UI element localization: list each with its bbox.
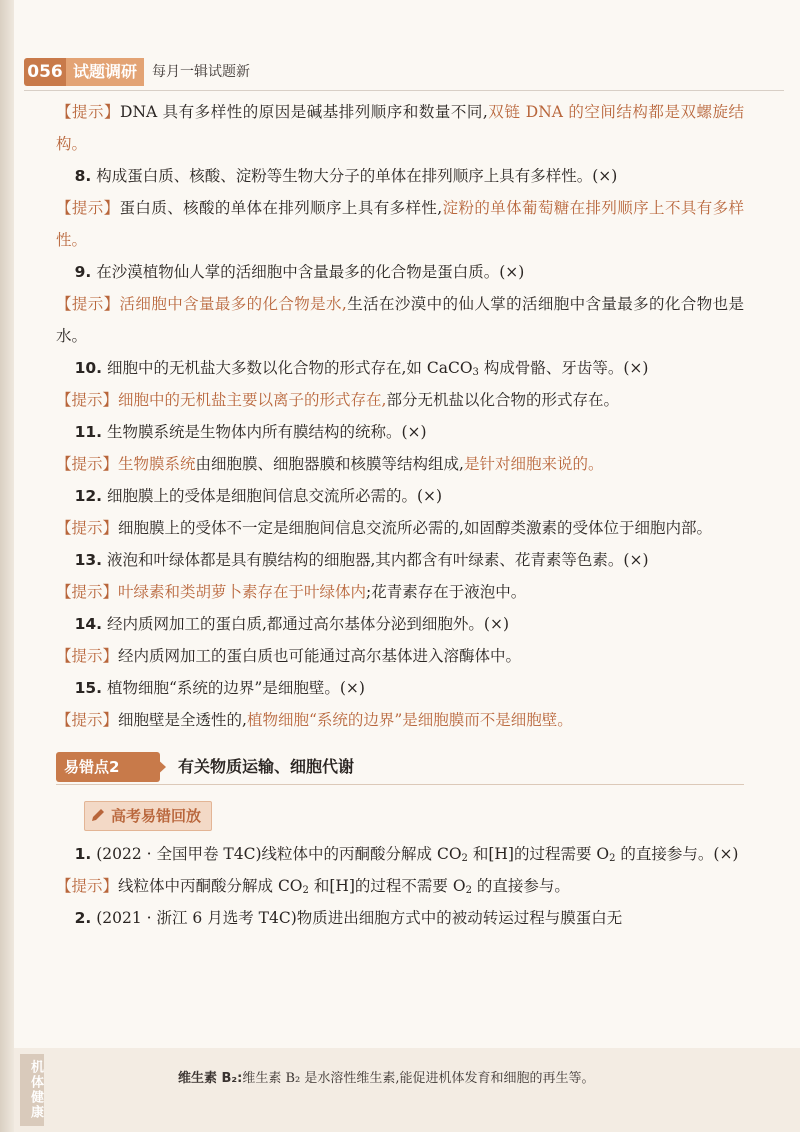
hint-tag: 【提示】 (56, 199, 120, 217)
text-run: ;花青素存在于液泡中。 (366, 583, 527, 601)
question-item (56, 672, 744, 704)
highlight-text: 叶绿素和类胡萝卜素存在于叶绿体内 (118, 583, 367, 601)
question-number: 15. (74, 679, 103, 697)
section-arrow-icon (154, 756, 166, 778)
question-item (56, 544, 744, 576)
text-run: 蛋白质、核酸的单体在排列顺序上具有多样性, (119, 199, 443, 217)
page-header (24, 58, 784, 86)
hint-tag: 【提示】 (56, 583, 119, 601)
question-number: 8. (74, 167, 92, 185)
subsection-badge (84, 801, 212, 831)
hint-paragraph (56, 512, 744, 544)
page-number: 056 (24, 58, 66, 86)
question-text: 细胞膜上的受体是细胞间信息交流所必需的。(×) (107, 487, 443, 505)
question-number: 10. (74, 359, 103, 377)
highlight-text: 是针对细胞来说的。 (463, 455, 604, 473)
subscript: 2 (302, 885, 309, 896)
subsection-header (84, 800, 744, 830)
text-run: 经内质网加工的蛋白质也可能通过高尔基体进入溶酶体中。 (118, 647, 522, 665)
hint-paragraph (56, 384, 744, 416)
article-body (56, 96, 744, 934)
text-run: 和[H]的过程不需要 O (308, 877, 466, 895)
footer-note (178, 1068, 738, 1090)
question-text: 构成蛋白质、核酸、淀粉等生物大分子的单体在排列顺序上具有多样性。(×) (96, 167, 618, 185)
hint-paragraph (56, 704, 744, 736)
question-text: 经内质网加工的蛋白质,都通过高尔基体分泌到细胞外。(×) (107, 615, 510, 633)
text-run: 的直接参与。(×) (615, 845, 739, 863)
section-header (56, 750, 744, 784)
hint-tag: 【提示】 (56, 519, 119, 537)
question-number: 12. (74, 487, 103, 505)
footer-text: 维生素 B₂ 是水溶性维生素,能促进机体发育和细胞的再生等。 (242, 1071, 595, 1086)
section-divider (56, 784, 744, 785)
question-number: 2. (74, 909, 92, 927)
column-tag: 试题调研 (66, 58, 144, 86)
page-edge-shadow (0, 0, 14, 1132)
footer-term: 维生素 B₂: (178, 1071, 243, 1086)
hint-tag: 【提示】 (56, 295, 120, 313)
highlight-text: 双链 DNA 的空间结构都是双螺旋结构。 (56, 103, 744, 153)
highlight-text: 淀粉的单体葡萄糖在排列顺序上不具有多样性。 (56, 199, 744, 249)
question-number: 9. (74, 263, 92, 281)
text-run: 的直接参与。 (471, 877, 570, 895)
highlight-text: 植物细胞“系统的边界”是细胞膜而不是细胞壁。 (246, 711, 573, 729)
question-item (56, 416, 744, 448)
highlight-text: 活细胞中含量最多的化合物是水, (119, 295, 347, 313)
pencil-icon (89, 806, 107, 824)
question-text: 植物细胞“系统的边界”是细胞壁。(×) (107, 679, 365, 697)
hint-tag: 【提示】 (56, 647, 119, 665)
text-run: (2022 · 全国甲卷 T4C)线粒体中的丙酮酸分解成 CO (96, 845, 462, 863)
hint-tag: 【提示】 (56, 455, 119, 473)
question-text: 生物膜系统是生物体内所有膜结构的统称。(×) (107, 423, 427, 441)
text-run: 部分无机盐以化合物的形式存在。 (386, 391, 619, 409)
text-run: 由细胞膜、细胞器膜和核膜等结构组成, (195, 455, 464, 473)
question-item (56, 838, 744, 870)
hint-paragraph (56, 640, 744, 672)
header-subtitle: 每月一辑试题新 (152, 64, 250, 80)
question-item (56, 608, 744, 640)
question-number: 13. (74, 551, 103, 569)
hint-tag: 【提示】 (56, 391, 119, 409)
question-item (56, 480, 744, 512)
hint-paragraph (56, 96, 744, 160)
footer-box (14, 1048, 800, 1132)
highlight-text: 生物膜系统 (118, 455, 196, 473)
footer-side-label: 机体健康 (20, 1054, 44, 1126)
question-text: 液泡和叶绿体都是具有膜结构的细胞器,其内都含有叶绿素、花青素等色素。(×) (107, 551, 649, 569)
question-item (56, 352, 744, 384)
section-badge: 易错点2 (56, 752, 160, 782)
subscript: 2 (461, 853, 468, 864)
hint-tag: 【提示】 (56, 711, 119, 729)
question-item (56, 256, 744, 288)
section-title: 有关物质运输、细胞代谢 (178, 757, 355, 776)
text-run: 构成骨骼、牙齿等。(×) (478, 359, 649, 377)
text-run: DNA 具有多样性的原因是碱基排列顺序和数量不同, (120, 103, 488, 121)
hint-paragraph (56, 288, 744, 352)
question-number: 11. (74, 423, 103, 441)
hint-paragraph (56, 448, 744, 480)
highlight-text: 细胞中的无机盐主要以离子的形式存在, (118, 391, 387, 409)
text-run: 细胞膜上的受体不一定是细胞间信息交流所必需的,如固醇类激素的受体位于细胞内部。 (118, 519, 712, 537)
subscript: 2 (609, 853, 616, 864)
subscript: 2 (465, 885, 472, 896)
question-number: 1. (74, 845, 92, 863)
hint-tag: 【提示】 (56, 877, 119, 895)
text-run: 细胞中的无机盐大多数以化合物的形式存在,如 CaCO (107, 359, 473, 377)
question-item (56, 160, 744, 192)
question-item (56, 902, 744, 934)
text-run: 细胞壁是全透性的, (118, 711, 247, 729)
question-text: 在沙漠植物仙人掌的活细胞中含量最多的化合物是蛋白质。(×) (96, 263, 525, 281)
subscript: 3 (472, 367, 479, 378)
text-run: 和[H]的过程需要 O (467, 845, 610, 863)
subsection-title: 高考易错回放 (111, 807, 202, 825)
text-run: 生活在沙漠中的仙人掌的活细胞中含量最多的化合物也是水。 (56, 295, 744, 345)
question-text: (2021 · 浙江 6 月选考 T4C)物质进出细胞方式中的被动转运过程与膜蛋白无 (96, 909, 623, 927)
header-divider (24, 90, 784, 91)
hint-paragraph (56, 870, 744, 902)
hint-tag: 【提示】 (56, 103, 121, 121)
hint-paragraph (56, 192, 744, 256)
text-run: 线粒体中丙酮酸分解成 CO (118, 877, 303, 895)
hint-paragraph (56, 576, 744, 608)
question-number: 14. (74, 615, 103, 633)
